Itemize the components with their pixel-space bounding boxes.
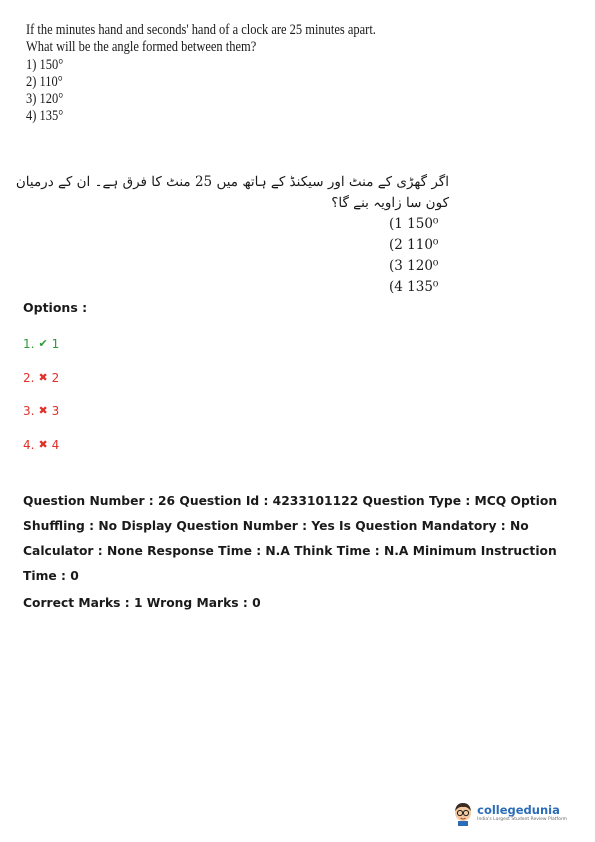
marks-line: Correct Marks : 1 Wrong Marks : 0 bbox=[23, 596, 261, 610]
choice-ur-2: (2 110⁰ bbox=[389, 237, 439, 253]
cross-icon: ✖ bbox=[38, 370, 48, 384]
mascot-icon bbox=[452, 800, 474, 826]
cross-icon: ✖ bbox=[38, 437, 48, 451]
collegedunia-logo bbox=[452, 800, 567, 826]
choice-ur-1: (1 150⁰ bbox=[389, 216, 439, 232]
option-label: 3 bbox=[51, 404, 60, 418]
question-metadata bbox=[23, 489, 578, 616]
choice-ur-3: (3 120⁰ bbox=[389, 258, 439, 274]
option-3 bbox=[23, 404, 59, 438]
question-english bbox=[26, 22, 396, 125]
option-number: 3. bbox=[23, 404, 35, 418]
option-number: 1. bbox=[23, 337, 35, 351]
choice-en-4: 4) 135° bbox=[26, 108, 64, 124]
choice-ur-4: (4 135⁰ bbox=[389, 279, 439, 295]
option-4 bbox=[23, 438, 59, 472]
choices-ur bbox=[389, 214, 449, 298]
option-2 bbox=[23, 371, 59, 405]
metadata-line: Question Number : 26 Question Id : 4233101122 Question Type : MCQ Option Shuffling : No Display Question Number : Yes Is Question Mandatory : No Calculator : None Response Time : N.A Think Time : N.A Minimum Instruction Time : 0 bbox=[23, 494, 558, 583]
question-stem-ur: اگر گھڑی کے منٹ اور سیکنڈ کے ہاتھ میں 25 منٹ کا فرق ہے۔ ان کے درمیان کون سا زاویہ بنے گا؟ bbox=[15, 174, 449, 211]
options-heading: Options : bbox=[23, 300, 88, 315]
cross-icon: ✖ bbox=[38, 404, 48, 417]
options-list bbox=[23, 337, 59, 471]
choice-en-1: 1) 150° bbox=[26, 57, 64, 73]
check-icon: ✔ bbox=[38, 337, 48, 350]
question-stem-en: If the minutes hand and seconds' hand of a clock are 25 minutes apart. What will be the angle formed between them? bbox=[26, 22, 376, 55]
question-urdu bbox=[0, 172, 449, 298]
option-number: 4. bbox=[23, 437, 35, 452]
option-1 bbox=[23, 337, 59, 371]
choice-en-2: 2) 110° bbox=[26, 74, 63, 90]
option-label: 1 bbox=[51, 337, 60, 351]
option-number: 2. bbox=[23, 370, 35, 385]
option-label: 4 bbox=[51, 437, 60, 452]
logo-name: collegedunia bbox=[477, 802, 560, 817]
logo-tagline: India's Largest Student Review Platform bbox=[477, 816, 567, 822]
choice-en-3: 3) 120° bbox=[26, 91, 64, 107]
option-label: 2 bbox=[51, 370, 60, 385]
